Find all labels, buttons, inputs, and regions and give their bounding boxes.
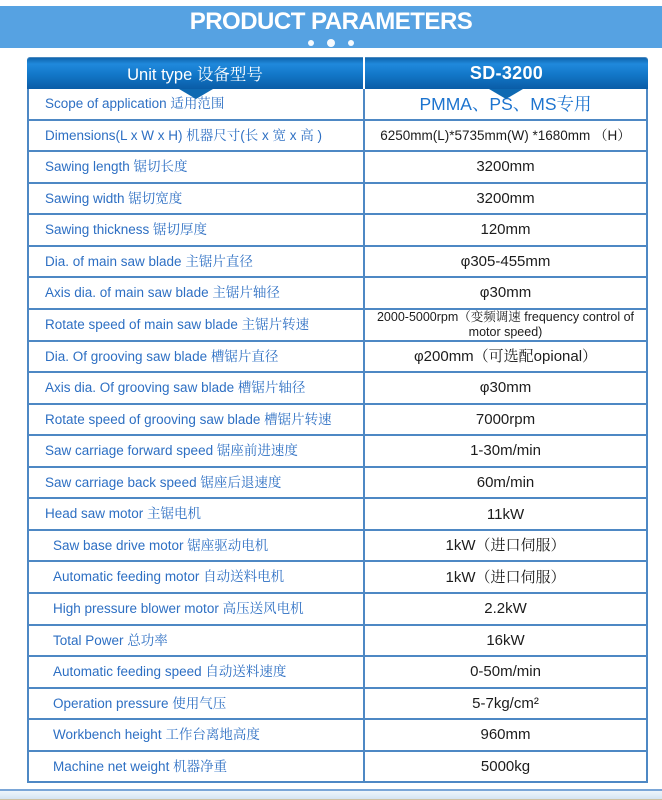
row-label: Dimensions(L x W x H) 机器尺寸(长 x 宽 x 高 ) xyxy=(29,121,365,151)
table-row xyxy=(29,718,646,750)
table-header-row xyxy=(27,57,648,89)
row-value: 11kW xyxy=(486,505,525,523)
row-label: Head saw motor 主锯电机 xyxy=(29,499,365,529)
table-row xyxy=(29,245,646,277)
row-value: 6250mm(L)*5735mm(W) *1680mm （H） xyxy=(380,127,631,143)
table-row xyxy=(29,89,646,119)
row-label: Machine net weight 机器净重 xyxy=(29,752,365,782)
table-row xyxy=(29,529,646,561)
row-value: 0-50m/min xyxy=(470,663,541,681)
row-value: 3200mm xyxy=(476,189,535,207)
row-label: Automatic feeding motor 自动送料电机 xyxy=(29,562,365,592)
row-label: Operation pressure 使用气压 xyxy=(29,689,365,719)
table-row xyxy=(29,119,646,151)
table-row xyxy=(29,497,646,529)
row-label: Sawing width 锯切宽度 xyxy=(29,184,365,214)
row-value: 1kW（进口伺服） xyxy=(445,537,566,555)
table-row xyxy=(29,466,646,498)
table-row xyxy=(29,213,646,245)
header-pointer-right-icon xyxy=(489,89,523,99)
row-label: Sawing length 锯切长度 xyxy=(29,152,365,182)
row-value: 120mm xyxy=(480,221,531,239)
row-label: Sawing thickness 锯切厚度 xyxy=(29,215,365,245)
row-value: 60m/min xyxy=(476,473,535,491)
row-label: Axis dia. of main saw blade 主锯片轴径 xyxy=(29,278,365,308)
row-value: φ30mm xyxy=(479,284,532,302)
row-label: Workbench height 工作台离地高度 xyxy=(29,720,365,750)
row-label: Dia. of main saw blade 主锯片直径 xyxy=(29,247,365,277)
row-label: Rotate speed of main saw blade 主锯片转速 xyxy=(29,310,365,340)
table-row xyxy=(29,434,646,466)
table-row xyxy=(29,750,646,782)
table-header-unit-type: Unit type 设备型号 xyxy=(27,57,365,89)
table-row xyxy=(29,687,646,719)
row-value: PMMA、PS、MS专用 xyxy=(419,93,592,114)
next-section-top-edge xyxy=(0,789,662,800)
row-label: Saw base drive motor 锯座驱动电机 xyxy=(29,531,365,561)
row-value: φ30mm xyxy=(479,379,532,397)
table-row xyxy=(29,308,646,340)
title-dots xyxy=(308,39,354,47)
table-row xyxy=(29,340,646,372)
table-row xyxy=(29,560,646,592)
page-header-banner xyxy=(0,6,662,48)
decorative-dot-icon xyxy=(348,40,354,46)
row-value: 16kW xyxy=(486,631,525,649)
row-label: Dia. Of grooving saw blade 槽锯片直径 xyxy=(29,342,365,372)
table-row xyxy=(29,182,646,214)
header-pointer-left-icon xyxy=(179,89,213,99)
table-header-model: SD-3200 xyxy=(469,62,544,83)
page-title: PRODUCT PARAMETERS xyxy=(189,7,473,35)
row-label: Scope of application 适用范围 xyxy=(29,89,365,119)
table-row xyxy=(29,403,646,435)
decorative-dot-icon xyxy=(308,40,314,46)
row-label: Saw carriage forward speed 锯座前进速度 xyxy=(29,436,365,466)
row-value: 5-7kg/cm² xyxy=(472,694,539,712)
row-label: Automatic feeding speed 自动送料速度 xyxy=(29,657,365,687)
spec-table-body xyxy=(27,89,648,783)
row-value: 3200mm xyxy=(476,158,535,176)
row-label: Rotate speed of grooving saw blade 槽锯片转速 xyxy=(29,405,365,435)
row-label: Total Power 总功率 xyxy=(29,626,365,656)
table-row xyxy=(29,276,646,308)
row-value: 5000kg xyxy=(480,757,531,775)
table-row xyxy=(29,371,646,403)
row-label: Axis dia. Of grooving saw blade 槽锯片轴径 xyxy=(29,373,365,403)
table-row xyxy=(29,150,646,182)
row-value: 7000rpm xyxy=(475,410,536,428)
decorative-dot-icon xyxy=(327,39,335,47)
table-row xyxy=(29,655,646,687)
row-label: Saw carriage back speed 锯座后退速度 xyxy=(29,468,365,498)
row-value: 2000-5000rpm（变频调速 frequency control of motor speed) xyxy=(376,309,635,339)
row-value: 1kW（进口伺服） xyxy=(445,568,566,586)
row-value: φ305-455mm xyxy=(460,252,551,270)
product-parameters-table xyxy=(27,57,648,783)
row-value: 960mm xyxy=(480,726,531,744)
row-value: φ200mm（可选配opional） xyxy=(413,347,598,365)
table-row xyxy=(29,592,646,624)
table-row xyxy=(29,624,646,656)
row-label: High pressure blower motor 高压送风电机 xyxy=(29,594,365,624)
row-value: 2.2kW xyxy=(484,600,527,618)
row-value: 1-30m/min xyxy=(470,442,541,460)
